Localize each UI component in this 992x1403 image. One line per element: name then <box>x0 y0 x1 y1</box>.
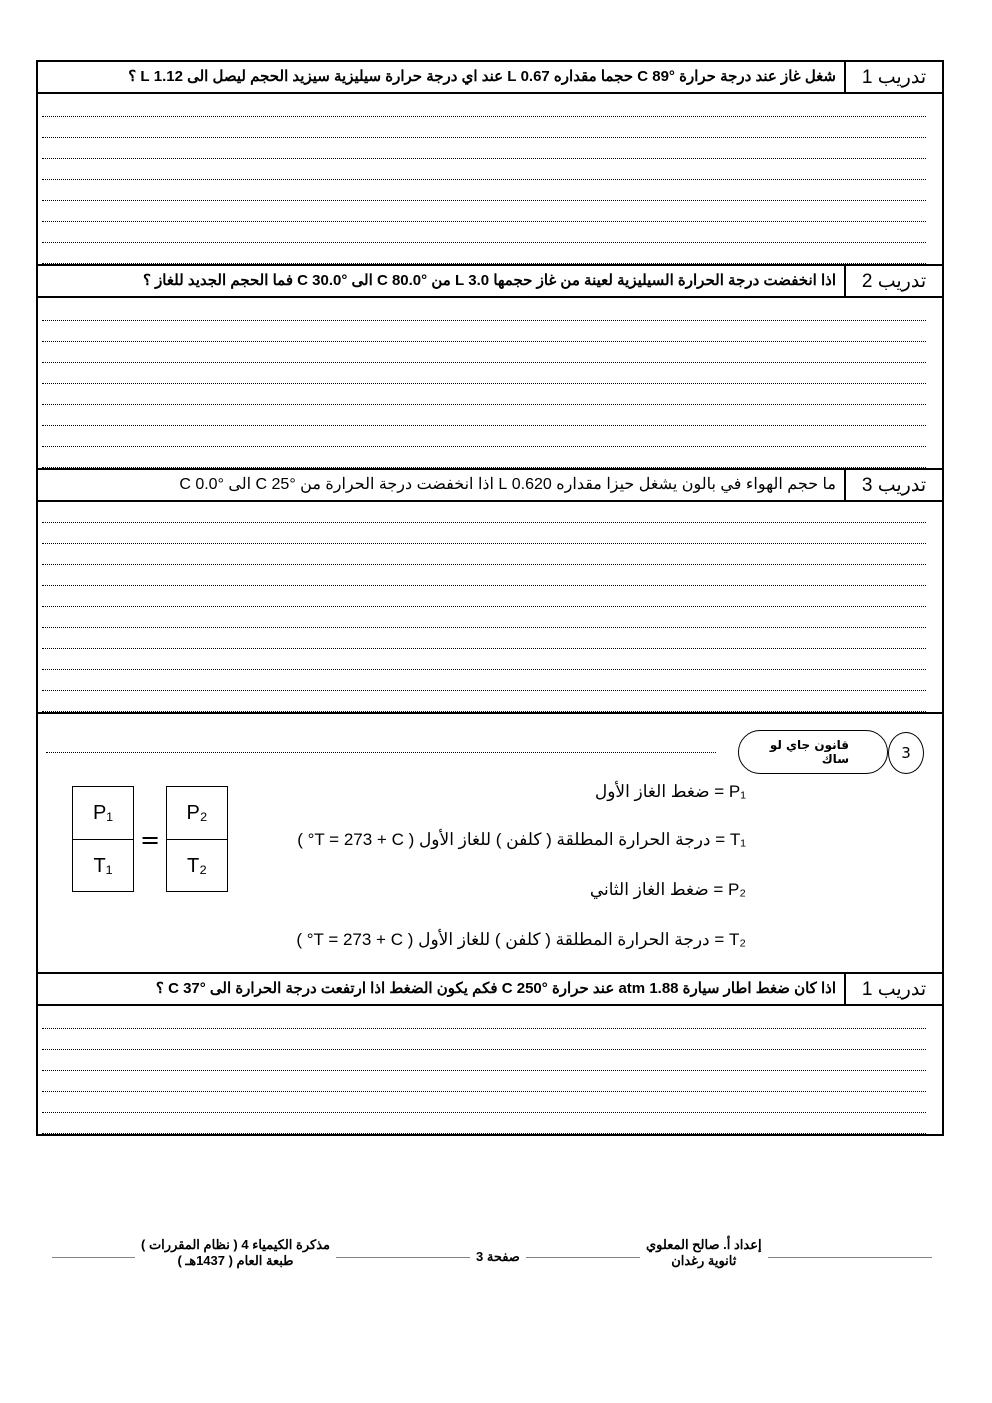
footer-author: إعداد أ. صالح المعلوي <box>646 1237 762 1252</box>
equals-sign: = <box>140 826 161 854</box>
answer-line <box>42 1029 926 1050</box>
answer-line <box>42 138 926 159</box>
answer-line <box>42 565 926 586</box>
question-label: تدريب 3 <box>844 470 942 500</box>
section-title: قانون جاي لو ساك <box>738 730 888 774</box>
answer-line <box>42 1050 926 1071</box>
question-text: شغل غاز عند درجة حرارة °C 89 حجما مقداره 0.67 L عند اي درجة حرارة سيليزية سيزيد الحجم ليصل الى 1.12 L ؟ <box>128 68 836 85</box>
fraction-left <box>72 786 134 892</box>
answer-area[interactable] <box>38 94 942 266</box>
t2-symbol: T₂ <box>187 854 207 877</box>
section-number: 3 <box>888 732 924 774</box>
answer-area[interactable] <box>38 298 942 470</box>
answer-line <box>42 300 926 321</box>
definition-t1: T₁ = درجة الحرارة المطلقة ( كلفن ) للغاز الأول ( T = 273 + C° ) <box>297 830 746 849</box>
dotted-line <box>46 752 716 753</box>
answer-line <box>42 222 926 243</box>
question-text: اذا انخفضت درجة الحرارة السيليزية لعينة من غاز حجمها 3.0 L من °C 80.0 الى °C 30.0 فما الحجم الجديد للغاز ؟ <box>142 272 836 289</box>
answer-line <box>42 96 926 117</box>
p2-symbol: P₂ <box>167 787 227 840</box>
answer-area[interactable] <box>38 502 942 714</box>
answer-line <box>42 586 926 607</box>
answer-line <box>42 405 926 426</box>
answer-line <box>42 1071 926 1092</box>
t1-symbol: T₁ <box>93 854 113 877</box>
footer-author-block <box>640 1237 768 1269</box>
answer-line <box>42 384 926 405</box>
answer-line <box>42 1092 926 1113</box>
answer-line <box>42 523 926 544</box>
definition-p2: P₂ = ضغط الغاز الثاني <box>589 880 746 899</box>
question-row <box>38 266 942 298</box>
question-label: تدريب 2 <box>844 266 942 296</box>
question-row <box>38 470 942 502</box>
answer-line <box>42 201 926 222</box>
answer-area[interactable] <box>38 1006 942 1134</box>
fraction-right <box>166 786 228 892</box>
question-row <box>38 62 942 94</box>
answer-line <box>42 502 926 523</box>
footer-school: ثانوية رغدان <box>671 1253 737 1268</box>
question-row <box>38 974 942 1006</box>
footer-book-block <box>135 1237 336 1269</box>
definition-p1: P₁ = ضغط الغاز الأول <box>594 782 746 801</box>
footer-page: صفحة 3 <box>470 1249 526 1265</box>
answer-line <box>42 180 926 201</box>
answer-line <box>42 544 926 565</box>
definition-t2: T₂ = درجة الحرارة المطلقة ( كلفن ) للغاز الأول ( T = 273 + C° ) <box>296 930 746 949</box>
answer-line <box>42 1008 926 1029</box>
worksheet <box>36 60 944 1136</box>
answer-line <box>42 649 926 670</box>
answer-line <box>42 363 926 384</box>
answer-line <box>42 426 926 447</box>
answer-line <box>42 342 926 363</box>
answer-line <box>42 243 926 264</box>
answer-line <box>42 691 926 712</box>
answer-line <box>42 321 926 342</box>
answer-line <box>42 628 926 649</box>
answer-line <box>42 670 926 691</box>
footer-edition: طبعة العام ( 1437هـ ) <box>177 1253 294 1268</box>
p1-symbol: P₁ <box>73 787 133 840</box>
answer-line <box>42 607 926 628</box>
question-label: تدريب 1 <box>844 974 942 1004</box>
footer-book: مذكرة الكيمياء 4 ( نظام المقررات ) <box>141 1237 330 1252</box>
gay-lussac-law-section <box>38 714 942 974</box>
answer-line <box>42 159 926 180</box>
answer-line <box>42 117 926 138</box>
question-text: اذا كان ضغط اطار سيارة 1.88 atm عند حرارة °C 250 فكم يكون الضغط اذا ارتفعت درجة الحرارة الى °C 37 ؟ <box>155 980 836 997</box>
answer-line <box>42 1113 926 1134</box>
answer-line <box>42 447 926 468</box>
question-text: ما حجم الهواء في بالون يشغل حيزا مقداره 0.620 L اذا انخفضت درجة الحرارة من °C 25 الى °C 0.0 <box>179 476 836 493</box>
question-label: تدريب 1 <box>844 62 942 92</box>
